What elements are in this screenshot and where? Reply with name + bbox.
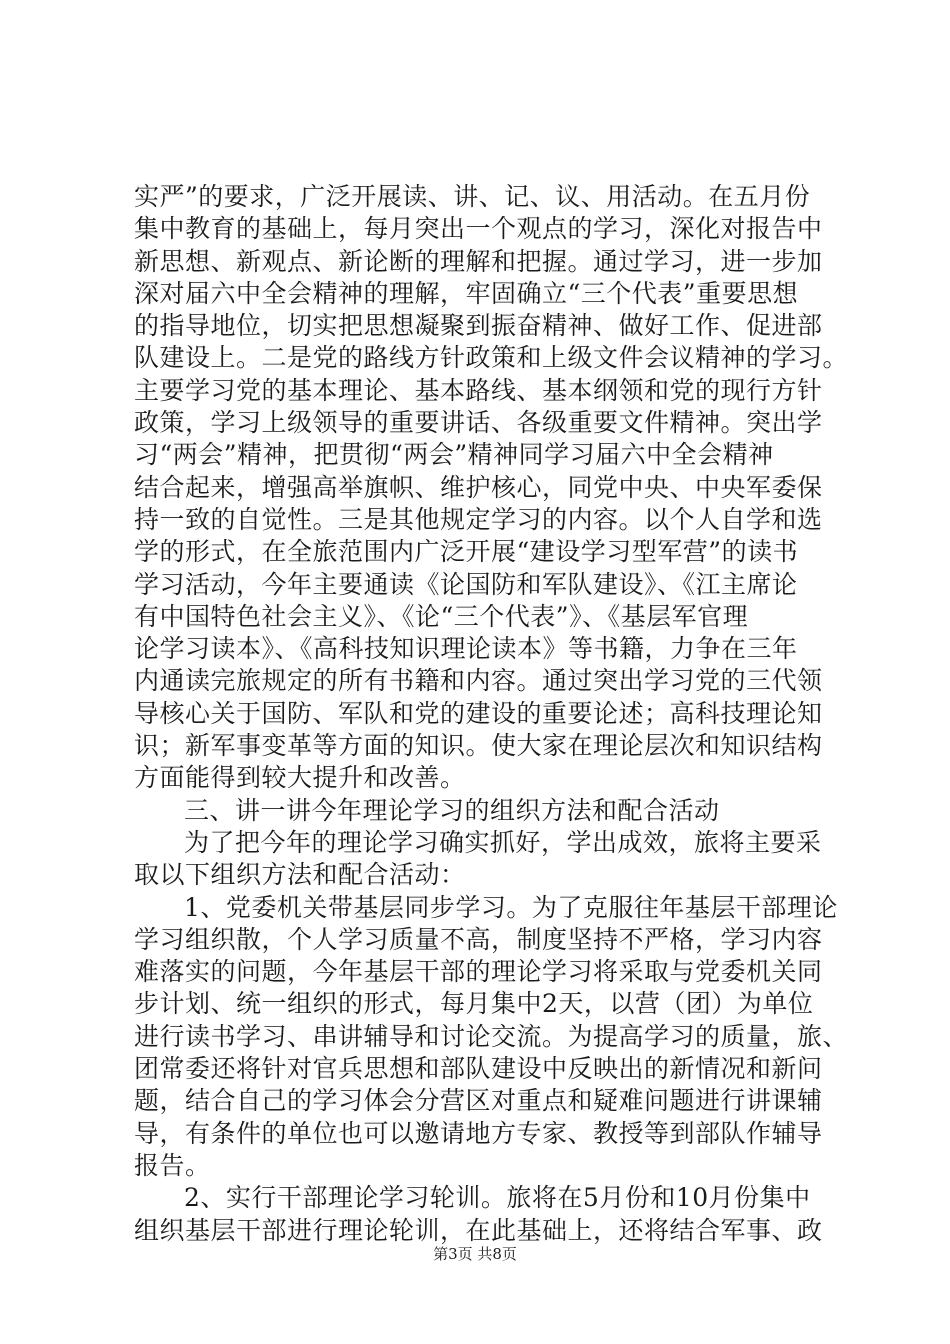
section-heading: 三、讲一讲今年理论学习的组织方法和配合活动 [184, 795, 720, 825]
text-line: 团常委还将针对官兵思想和部队建设中反映出的新情况和新问 [134, 1054, 823, 1084]
text-line: 的指导地位，切实把思想凝聚到振奋精神、做好工作、促进部 [134, 311, 823, 341]
text-line: 主要学习党的基本理论、基本路线、基本纲领和党的现行方针 [134, 375, 823, 405]
text-line: 方面能得到较大提升和改善。 [134, 763, 466, 793]
text-line: 结合起来，增强高举旗帜、维护核心，同党中央、中央军委保 [134, 472, 823, 502]
text-line: 深对届六中全会精神的理解，牢固确立“三个代表”重要思想 [134, 278, 799, 308]
text-line: 进行读书学习、串讲辅导和讨论交流。为提高学习的质量，旅、 [134, 1021, 849, 1051]
text-line: 新思想、新观点、新论断的理解和把握。通过学习，进一步加 [134, 246, 823, 276]
text-line: 学习组织散，个人学习质量不高，制度坚持不严格，学习内容 [134, 924, 823, 954]
text-line: 报告。 [134, 1150, 211, 1180]
text-line: 组织基层干部进行理论轮训，在此基础上，还将结合军事、政 [134, 1215, 823, 1245]
text-line: 内通读完旅规定的所有书籍和内容。通过突出学习党的三代领 [134, 666, 823, 696]
text-line: 实严”的要求，广泛开展读、讲、记、议、用活动。在五月份 [134, 182, 811, 211]
text-line: 学的形式，在全旅范围内广泛开展“建设学习型军营”的读书 [134, 537, 799, 567]
text-line: 步计划、统一组织的形式，每月集中2天，以营（团）为单位 [134, 989, 814, 1019]
text-line: 题，结合自己的学习体会分营区对重点和疑难问题进行讲课辅 [134, 1086, 823, 1116]
document-body [134, 181, 854, 1247]
paragraph-first-line: 为了把今年的理论学习确实抓好，学出成效，旅将主要采 [184, 827, 822, 857]
text-line: 导核心关于国防、军队和党的建设的重要论述；高科技理论知 [134, 698, 823, 728]
text-line: 有中国特色社会主义》、《论“三个代表”》、《基层军官理 [134, 601, 749, 631]
text-line: 队建设上。二是党的路线方针政策和上级文件会议精神的学习。 [134, 343, 849, 373]
text-line: 集中教育的基础上，每月突出一个观点的学习，深化对报告中 [134, 214, 823, 244]
text-line: 持一致的自觉性。三是其他规定学习的内容。以个人自学和选 [134, 504, 823, 534]
paragraph-first-line: 1、党委机关带基层同步学习。为了克服往年基层干部理论 [184, 892, 838, 922]
page-number-footer: 第3页 共8页 [433, 1245, 517, 1263]
text-line: 学习活动，今年主要通读《论国防和军队建设》、《江主席论 [134, 569, 798, 599]
text-line: 难落实的问题，今年基层干部的理论学习将采取与党委机关同 [134, 957, 823, 987]
text-line: 政策，学习上级领导的重要讲话、各级重要文件精神。突出学 [134, 408, 823, 438]
text-line: 论学习读本》、《高科技知识理论读本》等书籍，力争在三年 [134, 634, 798, 664]
text-line: 取以下组织方法和配合活动： [134, 860, 466, 890]
paragraph-first-line: 2、实行干部理论学习轮训。旅将在5月份和10月份集中 [184, 1183, 811, 1213]
text-line: 识；新军事变革等方面的知识。使大家在理论层次和知识结构 [134, 731, 823, 761]
text-line: 习“两会”精神，把贯彻“两会”精神同学习届六中全会精神 [134, 440, 774, 470]
text-line: 导，有条件的单位也可以邀请地方专家、教授等到部队作辅导 [134, 1118, 823, 1148]
